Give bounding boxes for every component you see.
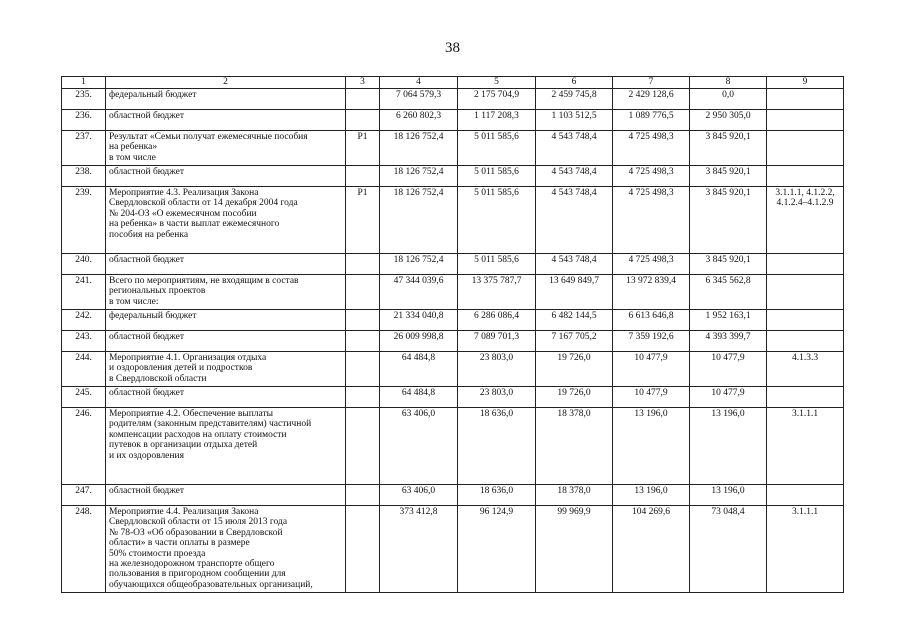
target-indicator-cell-line: 3.1.1.1 — [791, 507, 819, 517]
amount-cell: 5 011 585,6 — [458, 254, 536, 275]
row-description — [106, 89, 346, 110]
row-description-line: в том числе: — [109, 296, 159, 307]
target-indicator-cell — [767, 352, 844, 387]
amount-cell: 7 359 192,6 — [613, 331, 690, 352]
row-description — [106, 331, 346, 352]
amount-cell: 5 011 585,6 — [458, 131, 536, 166]
amount-cell: 2 175 704,9 — [458, 89, 536, 110]
amount-cell: 47 344 039,6 — [380, 275, 458, 310]
column-header: 4 — [380, 77, 458, 89]
row-description — [106, 506, 346, 593]
row-description — [106, 485, 346, 506]
amount-cell: 0,0 — [690, 89, 767, 110]
row-description-line: областной бюджет — [109, 486, 185, 496]
row-number: 241. — [62, 275, 106, 310]
amount-cell: 18 636,0 — [458, 408, 536, 485]
table-row — [62, 408, 844, 485]
amount-cell: 23 803,0 — [458, 387, 536, 408]
amount-cell: 4 725 498,3 — [613, 166, 690, 187]
table-row — [62, 506, 844, 593]
amount-cell: 2 950 305,0 — [690, 110, 767, 131]
amount-cell: 6 260 802,3 — [380, 110, 458, 131]
amount-cell: 5 011 585,6 — [458, 187, 536, 254]
row-code — [346, 254, 380, 275]
amount-cell: 13 196,0 — [690, 485, 767, 506]
row-code — [346, 331, 380, 352]
amount-cell: 4 543 748,4 — [536, 187, 613, 254]
row-description-line: Мероприятие 4.2. Обеспечение выплаты — [109, 409, 274, 419]
column-header-row — [62, 77, 844, 89]
column-header: 5 — [458, 77, 536, 89]
row-number: 235. — [62, 89, 106, 110]
row-description — [106, 254, 346, 275]
page-number: 38 — [445, 40, 460, 56]
amount-cell: 99 969,9 — [536, 506, 613, 593]
row-code — [346, 485, 380, 506]
table-body — [62, 89, 844, 593]
target-indicator-cell — [767, 331, 844, 352]
row-description — [106, 387, 346, 408]
row-code — [346, 352, 380, 387]
row-number: 245. — [62, 387, 106, 408]
row-number: 236. — [62, 110, 106, 131]
amount-cell: 96 124,9 — [458, 506, 536, 593]
amount-cell: 3 845 920,1 — [690, 254, 767, 275]
amount-cell: 18 126 752,4 — [380, 187, 458, 254]
amount-cell: 19 726,0 — [536, 352, 613, 387]
row-description-line: 50% стоимости проезда — [109, 548, 206, 559]
table-row — [62, 485, 844, 506]
amount-cell: 4 393 399,7 — [690, 331, 767, 352]
row-description-line: № 204-ОЗ «О ежемесячном пособии — [109, 208, 257, 219]
target-indicator-cell — [767, 310, 844, 331]
amount-cell: 18 378,0 — [536, 408, 613, 485]
row-description-line: Мероприятие 4.3. Реализация Закона — [109, 188, 259, 198]
target-indicator-cell — [767, 110, 844, 131]
amount-cell: 6 613 646,8 — [613, 310, 690, 331]
row-description-line: Мероприятие 4.1. Организация отдыха — [109, 353, 267, 363]
amount-cell: 373 412,8 — [380, 506, 458, 593]
column-header: 8 — [690, 77, 767, 89]
target-indicator-cell — [767, 254, 844, 275]
target-indicator-cell — [767, 187, 844, 254]
amount-cell: 18 126 752,4 — [380, 131, 458, 166]
table-row — [62, 310, 844, 331]
amount-cell: 1 117 208,3 — [458, 110, 536, 131]
row-description-line: Результат «Семьи получат ежемесячные пособия — [109, 132, 308, 142]
row-description-line: областной бюджет — [109, 167, 185, 177]
row-description-line: пособия на ребенка — [109, 229, 189, 240]
amount-cell: 6 345 562,8 — [690, 275, 767, 310]
row-description-line: областной бюджет — [109, 255, 185, 265]
row-description-line: путевок в организации отдыха детей — [109, 440, 258, 451]
row-description-line: областной бюджет — [109, 111, 185, 121]
row-description — [106, 131, 346, 166]
row-number: 240. — [62, 254, 106, 275]
amount-cell: 18 126 752,4 — [380, 254, 458, 275]
row-description-line: области» в части оплаты в размере — [109, 538, 250, 549]
amount-cell: 13 196,0 — [613, 408, 690, 485]
budget-table — [61, 76, 844, 593]
row-description-line: обучающихся общеобразовательных организаций, — [109, 579, 313, 590]
table-row — [62, 275, 844, 310]
row-description-line: и оздоровления детей и подростков — [109, 363, 253, 374]
row-description-line: федеральный бюджет — [109, 311, 197, 321]
target-indicator-cell-line: 3.1.1.1, 4.1.2.2, — [775, 188, 835, 198]
row-code — [346, 506, 380, 593]
column-header: 1 — [62, 77, 106, 89]
column-header: 3 — [346, 77, 380, 89]
row-description-line: компенсации расходов на оплату стоимости — [109, 429, 287, 440]
row-description-line: в том числе — [109, 152, 156, 163]
amount-cell: 13 196,0 — [613, 485, 690, 506]
amount-cell: 4 725 498,3 — [613, 254, 690, 275]
row-code — [346, 310, 380, 331]
table-row — [62, 166, 844, 187]
amount-cell: 4 543 748,4 — [536, 254, 613, 275]
amount-cell: 3 845 920,1 — [690, 131, 767, 166]
table-row — [62, 131, 844, 166]
row-description-line: пользования в пригородном сообщении для — [109, 569, 286, 580]
amount-cell: 18 636,0 — [458, 485, 536, 506]
amount-cell: 63 406,0 — [380, 485, 458, 506]
row-description-line: областной бюджет — [109, 332, 185, 342]
amount-cell: 5 011 585,6 — [458, 166, 536, 187]
row-code: Р1 — [346, 187, 380, 254]
amount-cell: 4 543 748,4 — [536, 166, 613, 187]
target-indicator-cell — [767, 506, 844, 593]
amount-cell: 4 725 498,3 — [613, 187, 690, 254]
row-number: 238. — [62, 166, 106, 187]
amount-cell: 26 009 998,8 — [380, 331, 458, 352]
row-description-line: Свердловской области от 15 июля 2013 года — [109, 517, 288, 528]
target-indicator-cell — [767, 387, 844, 408]
row-code — [346, 110, 380, 131]
row-number: 247. — [62, 485, 106, 506]
row-code — [346, 89, 380, 110]
amount-cell: 10 477,9 — [613, 352, 690, 387]
amount-cell: 13 972 839,4 — [613, 275, 690, 310]
row-description-line: Свердловской области от 14 декабря 2004 года — [109, 198, 298, 209]
target-indicator-cell — [767, 89, 844, 110]
row-description-line: в Свердловской области — [109, 373, 207, 384]
row-description-line: и их оздоровления — [109, 450, 184, 461]
amount-cell: 1 103 512,5 — [536, 110, 613, 131]
amount-cell: 2 429 128,6 — [613, 89, 690, 110]
target-indicator-cell — [767, 131, 844, 166]
target-indicator-cell-line: 4.1.3.3 — [791, 353, 819, 363]
amount-cell: 10 477,9 — [613, 387, 690, 408]
amount-cell: 13 649 849,7 — [536, 275, 613, 310]
row-number: 243. — [62, 331, 106, 352]
row-number: 239. — [62, 187, 106, 254]
amount-cell: 18 126 752,4 — [380, 166, 458, 187]
amount-cell: 6 482 144,5 — [536, 310, 613, 331]
row-description — [106, 110, 346, 131]
row-code — [346, 408, 380, 485]
column-header: 2 — [106, 77, 346, 89]
column-header: 7 — [613, 77, 690, 89]
row-description-line: на железнодорожном транспорте общего — [109, 559, 275, 570]
row-description — [106, 408, 346, 485]
amount-cell: 7 064 579,3 — [380, 89, 458, 110]
table-row — [62, 110, 844, 131]
row-description-line: федеральный бюджет — [109, 90, 197, 100]
table-row — [62, 187, 844, 254]
row-description-line: родителям (законным представителям) частичной — [109, 419, 312, 430]
amount-cell: 4 725 498,3 — [613, 131, 690, 166]
amount-cell: 10 477,9 — [690, 387, 767, 408]
row-number: 242. — [62, 310, 106, 331]
target-indicator-cell-line: 3.1.1.1 — [791, 409, 819, 419]
target-indicator-cell-line: 4.1.2.4–4.1.2.9 — [776, 198, 834, 209]
row-code — [346, 166, 380, 187]
table-row — [62, 331, 844, 352]
row-description — [106, 275, 346, 310]
amount-cell: 1 089 776,5 — [613, 110, 690, 131]
row-description-line: Всего по мероприятиям, не входящим в состав — [109, 276, 299, 286]
amount-cell: 13 375 787,7 — [458, 275, 536, 310]
amount-cell: 3 845 920,1 — [690, 187, 767, 254]
target-indicator-cell — [767, 275, 844, 310]
amount-cell: 1 952 163,1 — [690, 310, 767, 331]
table-row — [62, 352, 844, 387]
row-description — [106, 352, 346, 387]
amount-cell: 6 286 086,4 — [458, 310, 536, 331]
row-description-line: на ребенка» — [109, 142, 158, 153]
amount-cell: 13 196,0 — [690, 408, 767, 485]
target-indicator-cell — [767, 408, 844, 485]
amount-cell: 64 484,8 — [380, 352, 458, 387]
row-description — [106, 310, 346, 331]
amount-cell: 10 477,9 — [690, 352, 767, 387]
target-indicator-cell — [767, 166, 844, 187]
amount-cell: 18 378,0 — [536, 485, 613, 506]
table-row — [62, 254, 844, 275]
column-header: 6 — [536, 77, 613, 89]
column-header: 9 — [767, 77, 844, 89]
row-code — [346, 275, 380, 310]
amount-cell: 104 269,6 — [613, 506, 690, 593]
amount-cell: 7 167 705,2 — [536, 331, 613, 352]
amount-cell: 64 484,8 — [380, 387, 458, 408]
row-code: Р1 — [346, 131, 380, 166]
row-description — [106, 166, 346, 187]
target-indicator-cell — [767, 485, 844, 506]
row-description-line: на ребенка» в части выплат ежемесячного — [109, 219, 280, 230]
amount-cell: 23 803,0 — [458, 352, 536, 387]
amount-cell: 19 726,0 — [536, 387, 613, 408]
row-number: 237. — [62, 131, 106, 166]
amount-cell: 73 048,4 — [690, 506, 767, 593]
row-description — [106, 187, 346, 254]
table-row — [62, 387, 844, 408]
amount-cell: 4 543 748,4 — [536, 131, 613, 166]
row-description-line: Мероприятие 4.4. Реализация Закона — [109, 507, 259, 517]
row-description-line: областной бюджет — [109, 388, 185, 398]
row-description-line: региональных проектов — [109, 286, 206, 297]
amount-cell: 2 459 745,8 — [536, 89, 613, 110]
row-number: 244. — [62, 352, 106, 387]
amount-cell: 7 089 701,3 — [458, 331, 536, 352]
amount-cell: 3 845 920,1 — [690, 166, 767, 187]
row-number: 246. — [62, 408, 106, 485]
table-row — [62, 89, 844, 110]
row-code — [346, 387, 380, 408]
row-description-line: № 78-ОЗ «Об образовании в Свердловской — [109, 527, 283, 538]
amount-cell: 63 406,0 — [380, 408, 458, 485]
row-number: 248. — [62, 506, 106, 593]
amount-cell: 21 334 040,8 — [380, 310, 458, 331]
